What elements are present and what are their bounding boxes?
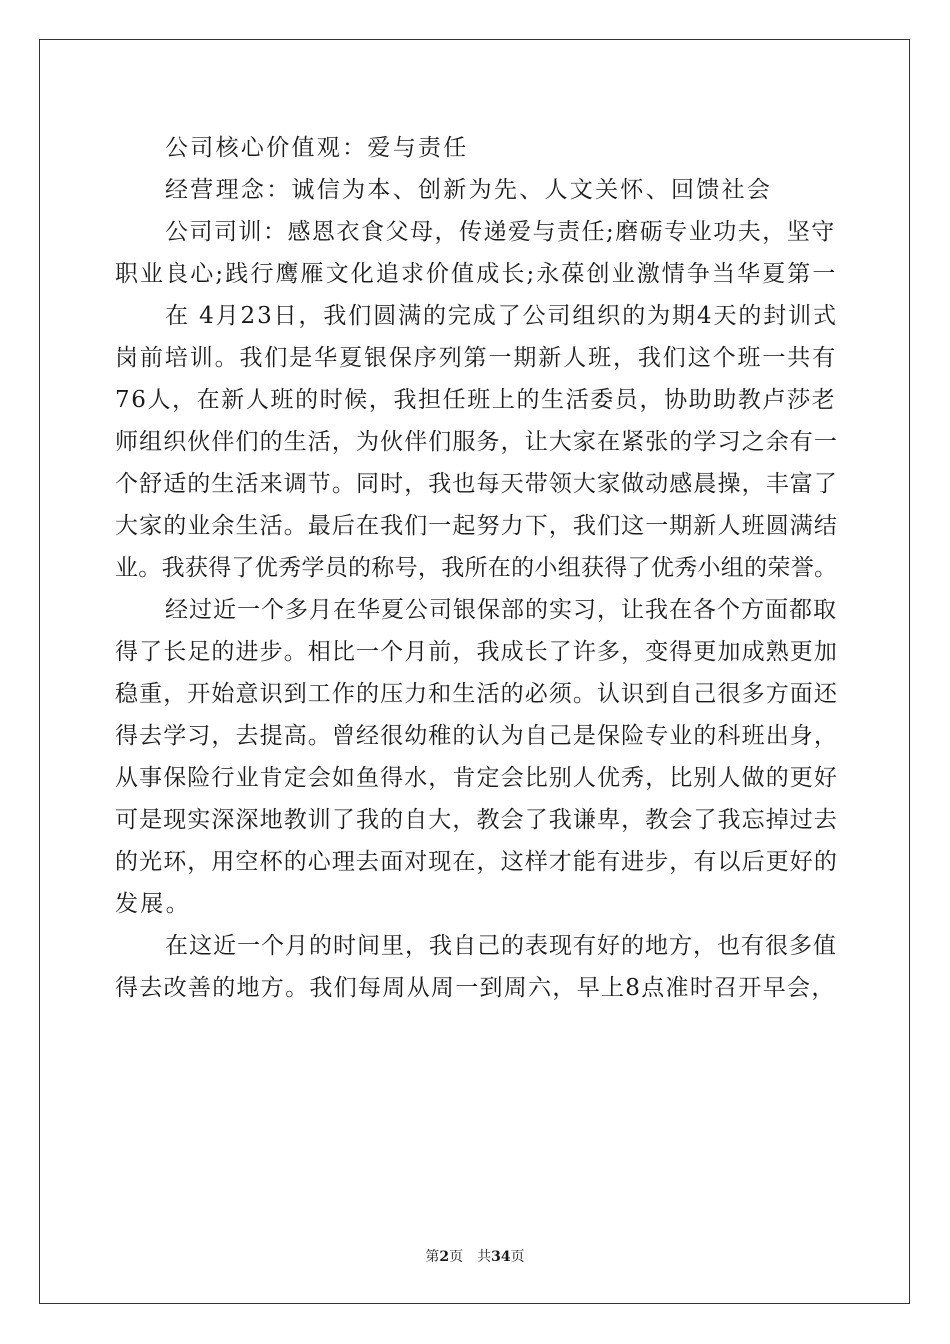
paragraph-first-line: 在 4月23日，我们圆满的完成了公司组织的为期4天的封训式 [165,303,838,329]
paragraph [115,127,838,169]
footer-page-number: 2 [439,1249,450,1265]
paragraph-line: 得了长足的进步。相比一个月前，我成长了许多，变得更加成熟更加 [115,639,838,665]
footer-total-prefix: 共 [477,1249,492,1265]
document-body [115,127,838,1009]
footer-page-prefix: 第 [425,1249,440,1265]
paragraph-first-line: 公司核心价值观：爱与责任 [165,135,469,161]
paragraph-line: 稳重，开始意识到工作的压力和生活的必须。认识到自己很多方面还 [115,681,838,707]
paragraph-line: 得去学习，去提高。曾经很幼稚的认为自己是保险专业的科班出身， [115,723,838,749]
paragraph-line: 76人，在新人班的时候，我担任班上的生活委员，协助助教卢莎老 [115,387,837,413]
paragraph [115,589,838,925]
paragraph-line: 发展。 [115,891,191,917]
paragraph-line: 岗前培训。我们是华夏银保序列第一期新人班，我们这个班一共有 [115,345,838,371]
paragraph-line: 的光环，用空杯的心理去面对现在，这样才能有进步，有以后更好的 [115,849,838,875]
paragraph-line: 职业良心;践行鹰雁文化追求价值成长;永葆创业激情争当华夏第一 [115,261,838,287]
paragraph-line: 得去改善的地方。我们每周从周一到周六，早上8点准时召开早会， [115,975,836,1001]
footer-total-suffix: 页 [510,1249,525,1265]
footer-page-suffix: 页 [449,1249,464,1265]
paragraph-first-line: 经营理念：诚信为本、创新为先、人文关怀、回馈社会 [165,177,773,203]
paragraph-line: 师组织伙伴们的生活，为伙伴们服务，让大家在紧张的学习之余有一 [115,429,838,455]
footer-total-pages: 34 [491,1249,511,1265]
paragraph-line: 可是现实深深地教训了我的自大，教会了我谦卑，教会了我忘掉过去 [115,807,838,833]
paragraph [115,295,838,589]
paragraph-first-line: 经过近一个多月在华夏公司银保部的实习，让我在各个方面都取 [165,597,837,623]
paragraph [115,169,838,211]
paragraph-first-line: 在这近一个月的时间里，我自己的表现有好的地方，也有很多值 [165,933,837,959]
paragraph [115,211,838,295]
paragraph [115,925,838,1009]
paragraph-line: 大家的业余生活。最后在我们一起努力下，我们这一期新人班圆满结 [115,513,838,539]
paragraph-line: 从事保险行业肯定会如鱼得水，肯定会比别人优秀，比别人做的更好 [115,765,838,791]
paragraph-first-line: 公司司训：感恩衣食父母，传递爱与责任;磨砺专业功夫，坚守 [165,219,836,245]
paragraph-line: 个舒适的生活来调节。同时，我也每天带领大家做动感晨操，丰富了 [115,471,838,497]
paragraph-line: 业。我获得了优秀学员的称号，我所在的小组获得了优秀小组的荣誉。 [115,555,838,581]
page-footer [0,1246,950,1266]
